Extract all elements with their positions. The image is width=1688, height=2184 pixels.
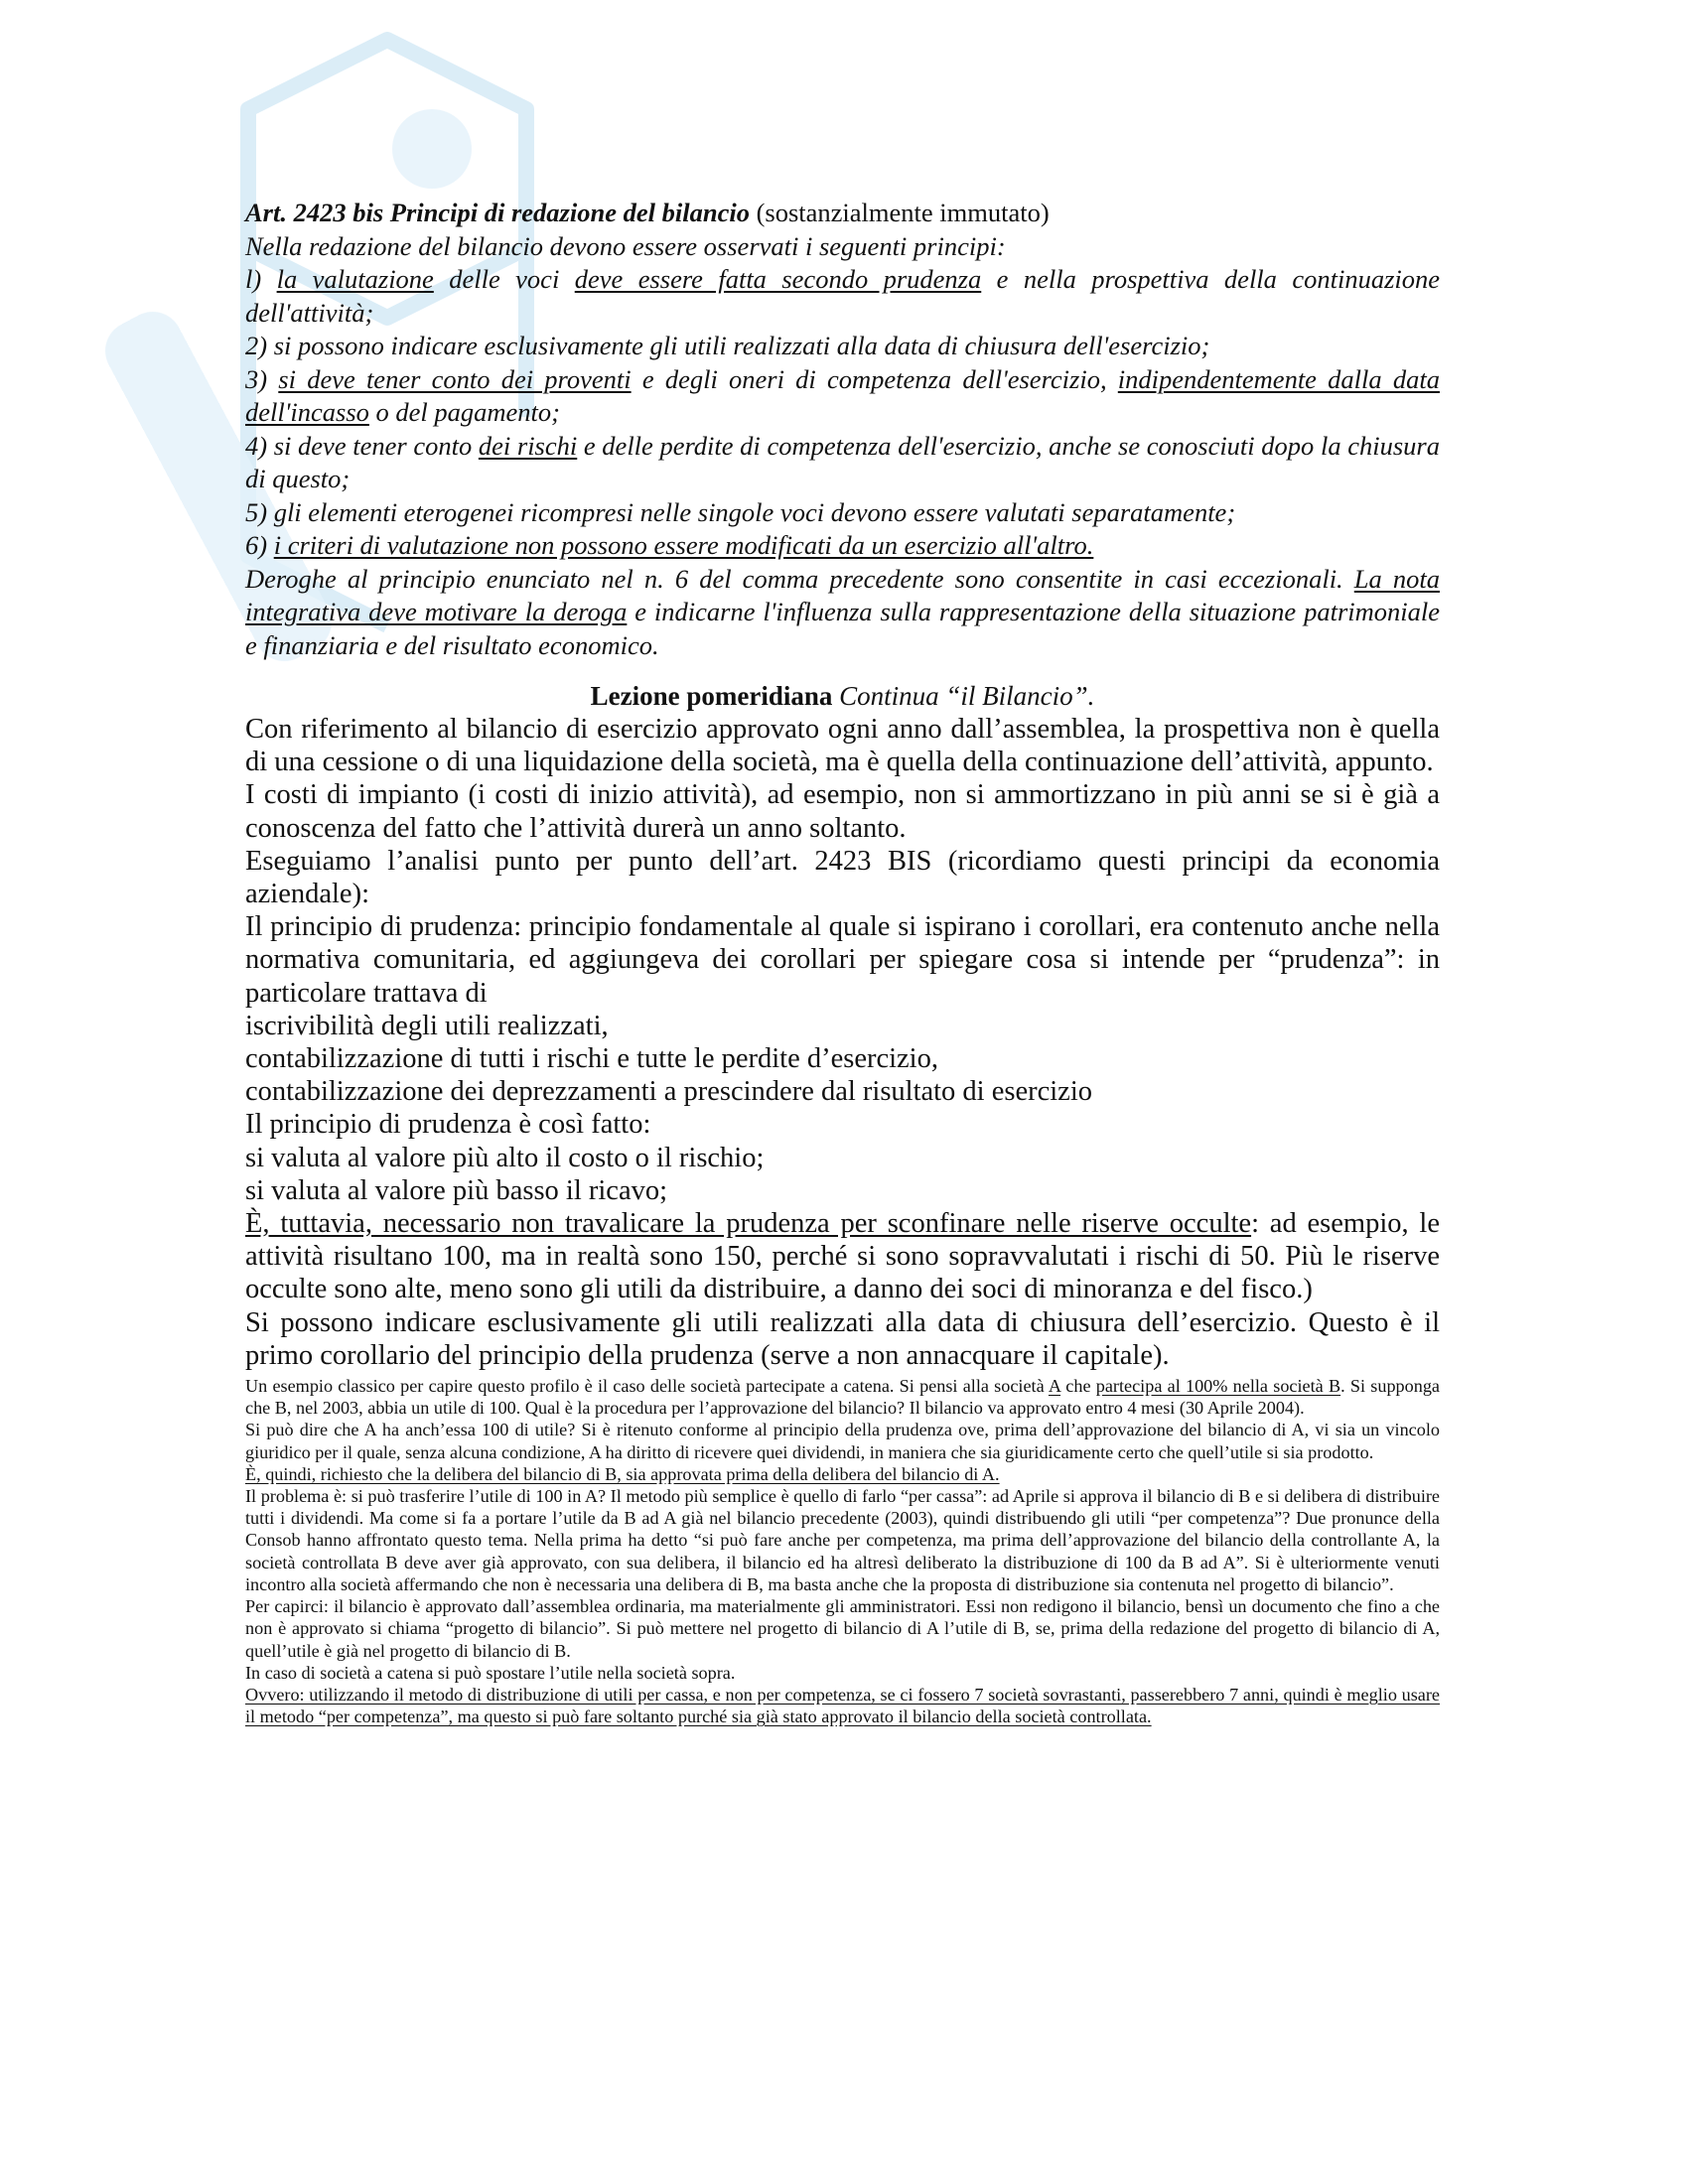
paragraph: I costi di impianto (i costi di inizio attività), ad esempio, non si ammortizzano in più anni se si è già a conoscenza del fatto che l’attività durerà un anno soltanto. <box>245 779 1440 844</box>
note-paragraph: È, quindi, richiesto che la delibera del bilancio di B, sia approvata prima della delibera del bilancio di A. <box>245 1463 1000 1484</box>
paragraph: Si possono indicare esclusivamente gli utili realizzati alla data di chiusura dell’esercizio. Questo è il primo corollario del principio della prudenza (serve a non annacquare il capitale). <box>245 1306 1440 1371</box>
paragraph: Con riferimento al bilancio di esercizio approvato ogni anno dall’assemblea, la prospettiva non è quella di una cessione o di una liquidazione della società, ma è quella della continuazione dell’attività, appunto. <box>245 714 1440 778</box>
article-title-line <box>245 197 1440 230</box>
note-paragraph: Si può dire che A ha anch’essa 100 di utile? Si è ritenuto conforme al principio della prudenza ove, prima dell’approvazione del bilancio di A, vi sia un vincolo giuridico per il quale, senza alcuna condizione, A ha diritto di ricevere quei dividendi, in maniera che sia giuridicamente certo che quell’utile si sia prodotto. <box>245 1420 1440 1462</box>
principle-4: 4) si deve tener conto dei rischi e delle perdite di competenza dell'esercizio, anche se conosciuti dopo la chiusura di questo; <box>245 430 1440 493</box>
article-intro: Nella redazione del bilancio devono essere osservati i seguenti principi: <box>245 230 1006 261</box>
list-item: contabilizzazione dei deprezzamenti a prescindere dal risultato di esercizio <box>245 1076 1092 1108</box>
document-content <box>245 197 1440 1727</box>
note-paragraph: Un esempio classico per capire questo profilo è il caso delle società partecipate a catena. Si pensi alla società A che partecipa al 100% nella società B. Si supponga che B, nel 2003, abbia un utile di 100. Qual è la procedura per l’approvazione del bilancio? Il bilancio va approvato entro 4 mesi (30 Aprile 2004). <box>245 1376 1441 1419</box>
article-title-note: (sostanzialmente immutato) <box>756 198 1050 227</box>
lesson-heading <box>245 679 1440 713</box>
principle-3: 3) si deve tener conto dei proventi e degli oneri di competenza dell'esercizio, indipendentemente dalla data dell'incasso o del pagamento; <box>245 363 1440 427</box>
note-paragraph: Per capirci: il bilancio è approvato dall’assemblea ordinaria, ma materialmente gli amministratori. Essi non redigono il bilancio, bensì un documento che fino a che non è approvato si chiama “progetto di bilancio”. Si può mettere nel progetto di bilancio di A l’utile di B, se, prima della redazione del progetto di bilancio di A, quell’utile è già nel progetto di bilancio di B. <box>245 1596 1440 1661</box>
article-2423-bis <box>245 197 1440 662</box>
list-item: si valuta al valore più basso il ricavo; <box>245 1174 668 1206</box>
note-paragraph: Il problema è: si può trasferire l’utile di 100 in A? Il metodo più semplice è quello di farlo “per cassa”: ad Aprile si approva il bilancio di B e si delibera di distribuire tutti i dividendi. Ma come si fa a portare l’utile da B ad A già nel bilancio precedente (2003), quindi distribuendo gli utili “per competenza”? Due pronunce della Consob hanno affrontato questo tema. Nella prima ha detto “si può fare anche per competenza, ma prima dell’approvazione del bilancio della controllante A, la società controllata B deve aver già approvato, con sua delibera, il bilancio ed ha altresì deliberato la distribuzione di 100 da B ad A”. Si è ulteriormente venuti incontro alla società affermando che non è necessaria una delibera di B, ma basta anche che la proposta di distribuzione sia contenuta nel progetto di bilancio”. <box>245 1486 1440 1594</box>
paragraph: È, tuttavia, necessario non travalicare la prudenza per sconfinare nelle riserve occulte: ad esempio, le attività risultano 100, ma in realtà sono 150, perché si sono sopravvalutati i rischi di 50. Più le riserve occulte sono alte, meno sono gli utili da distribuire, a danno dei soci di minoranza e del fisco.) <box>245 1208 1440 1305</box>
principle-1: l) la valutazione delle voci deve essere fatta secondo prudenza e nella prospettiva della continuazione dell'attività; <box>245 264 1441 328</box>
list-item: iscrivibilità degli utili realizzati, <box>245 1010 609 1041</box>
lesson-title: Lezione pomeridiana <box>590 681 833 711</box>
note-paragraph: Ovvero: utilizzando il metodo di distribuzione di utili per cassa, e non per competenza, se ci fossero 7 società sovrastanti, passerebbero 7 anni, quindi è meglio usare il metodo “per competenza”, ma questo si può fare soltanto purché sia già stato approvato il bilancio della società controllata. <box>245 1684 1440 1727</box>
principle-5: 5) gli elementi eterogenei ricompresi nelle singole voci devono essere valutati separatamente; <box>245 496 1236 527</box>
note-paragraph: In caso di società a catena si può spostare l’utile nella società sopra. <box>245 1662 736 1683</box>
principle-2: 2) si possono indicare esclusivamente gli utili realizzati alla data di chiusura dell'esercizio; <box>245 331 1210 360</box>
lesson-body <box>245 713 1440 1372</box>
paragraph: Eseguiamo l’analisi punto per punto dell’art. 2423 BIS (ricordiamo questi principi da economia aziendale): <box>245 845 1440 910</box>
list-item: si valuta al valore più alto il costo o il rischio; <box>245 1142 765 1173</box>
list-item: contabilizzazione di tutti i rischi e tutte le perdite d’esercizio, <box>245 1043 938 1075</box>
example-notes <box>245 1375 1440 1727</box>
paragraph: Il principio di prudenza è così fatto: <box>245 1109 651 1141</box>
article-deroghe: Deroghe al principio enunciato nel n. 6 del comma precedente sono consentite in casi eccezionali. La nota integrativa deve motivare la deroga e indicarne l'influenza sulla rappresentazione della situazione patrimoniale e finanziaria e del risultato economico. <box>245 563 1440 660</box>
principle-6: 6) i criteri di valutazione non possono essere modificati da un esercizio all'altro. <box>245 530 1094 560</box>
article-title: Art. 2423 bis Principi di redazione del bilancio <box>245 198 750 227</box>
paragraph: Il principio di prudenza: principio fondamentale al quale si ispirano i corollari, era contenuto anche nella normativa comunitaria, ed aggiungeva dei corollari per spiegare cosa si intende per “prudenza”: in particolare trattava di <box>245 911 1440 1009</box>
lesson-subtitle: Continua “il Bilancio”. <box>832 681 1095 711</box>
